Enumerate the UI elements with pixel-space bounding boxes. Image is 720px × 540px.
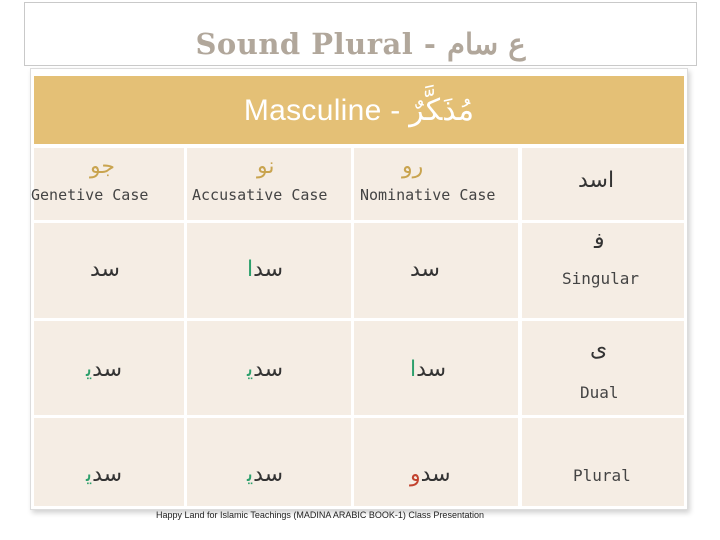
singular-genitive-cell — [34, 223, 184, 318]
dual-arabic: ﻯ — [590, 337, 608, 362]
accusative-arabic: ﻧﻮ — [257, 154, 275, 179]
singular-nominative-cell — [354, 223, 518, 318]
singular-label-cell — [522, 223, 684, 318]
plural-nominative-cell — [354, 418, 518, 506]
header-genitive-cell — [31, 148, 184, 220]
singular-arabic: ﻓ — [594, 229, 605, 254]
singular-accusative-cell — [187, 223, 351, 318]
title-box — [24, 2, 697, 66]
slide-title: Sound Plural - ع سام — [195, 27, 526, 61]
plural-genitive-cell — [34, 418, 184, 506]
plural-label-cell — [522, 418, 684, 506]
accusative-label: Accusative Case — [192, 186, 328, 204]
footer-caption: Happy Land for Islamic Teachings (MADINA ARABIC BOOK-1) Class Presentation — [156, 510, 484, 520]
singular-nominative-word: ﺳﺪ — [410, 257, 440, 282]
genitive-arabic: ﺟﻮ — [90, 154, 115, 179]
dual-label-cell — [522, 321, 684, 415]
dual-genitive-cell — [34, 321, 184, 415]
header-corner-cell — [522, 148, 684, 220]
nominative-arabic: ﺭﻭ — [402, 154, 424, 179]
dual-accusative-cell — [187, 321, 351, 415]
plural-label: Plural — [573, 466, 631, 485]
header-accusative-cell — [187, 148, 351, 220]
banner-title: Masculine - ﻣُﺬَﻜَّﺮٌ — [243, 93, 475, 127]
dual-nominative-word: ﺳﺪﺍ — [410, 357, 447, 382]
masculine-banner — [34, 76, 684, 144]
dual-label: Dual — [580, 383, 619, 402]
nominative-label: Nominative Case — [360, 186, 496, 204]
singular-accusative-word: ﺳﺪﺍ — [247, 257, 284, 282]
plural-accusative-cell — [187, 418, 351, 506]
corner-arabic: ﺍﺳﺪ — [578, 168, 615, 193]
genitive-label: Genetive Case — [31, 186, 149, 204]
singular-label: Singular — [562, 269, 640, 288]
dual-nominative-cell — [354, 321, 518, 415]
singular-genitive-word: ﺳﺪ — [90, 257, 120, 282]
plural-genitive-word: ﺳﺪﻳ — [86, 462, 123, 487]
plural-nominative-word: ﺳﺪﻭ — [410, 462, 451, 487]
dual-accusative-word: ﺳﺪﻳ — [247, 357, 284, 382]
header-nominative-cell — [354, 148, 518, 220]
dual-genitive-word: ﺳﺪﻳ — [86, 357, 123, 382]
plural-accusative-word: ﺳﺪﻳ — [247, 462, 284, 487]
